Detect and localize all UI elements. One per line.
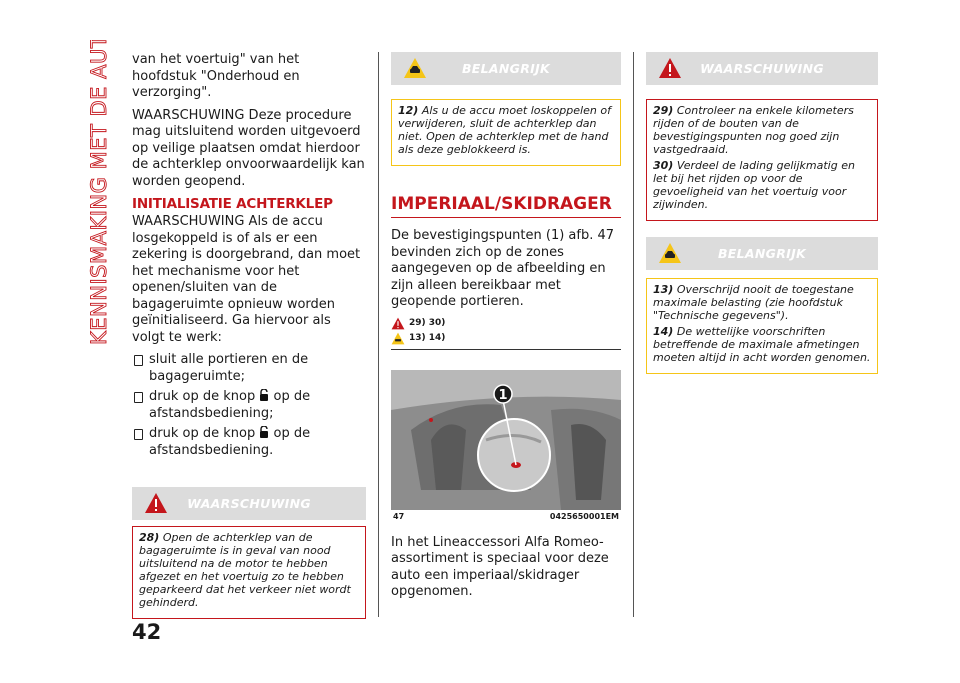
list-item-text: druk op de knop <box>149 389 256 404</box>
note-text: Overschrijd nooit de toegestane maximale belasting (zie hoofdstuk "Technische gegevens"). <box>653 283 854 322</box>
column-divider <box>378 52 379 617</box>
note-text: Als u de accu moet loskoppelen of verwijderen, sluit de achterklep dan niet. Open de achterklep met de hand als deze geblokkeerd is. <box>398 104 611 156</box>
accessory-paragraph: In het Lineaccessori Alfa Romeo-assortiment is speciaal voor deze auto een imperiaal/skidrager opgenomen. <box>391 534 609 599</box>
note-item <box>653 283 871 322</box>
warning-refs-text: 29) 30) <box>409 318 446 328</box>
note-number: 12) <box>398 104 419 117</box>
list-item-text-tail: op de afstandsbediening; <box>149 389 311 421</box>
note-item <box>398 104 614 156</box>
column-1 <box>132 52 366 619</box>
checkbox-bullet-icon <box>134 392 143 403</box>
warning-banner-title: WAARSCHUWING <box>187 496 311 511</box>
figure-code: 0425650001EM <box>549 511 619 521</box>
warning-refs <box>391 317 621 330</box>
warning-banner-title: WAARSCHUWING <box>700 61 824 76</box>
subheading-init: INITIALISATIE ACHTERKLEP <box>132 196 333 212</box>
note-item <box>653 159 871 211</box>
side-title-text: KENNISMAKING MET DE AUTO <box>87 40 111 345</box>
figure-car-roof-photo <box>391 370 621 510</box>
list-item-text: druk op de knop <box>149 426 256 441</box>
note-number: 14) <box>653 325 674 338</box>
figure-number: 47 <box>393 511 405 521</box>
section-heading: IMPERIAAL/SKIDRAGER <box>391 194 621 218</box>
note-text: Verdeel de lading gelijkmatig en let bij het rijden op voor de gevoeligheid van het voertuig voor zijwinden. <box>653 159 855 211</box>
note-number: 13) <box>653 283 674 296</box>
car-important-icon <box>391 332 405 345</box>
init-paragraph: WAARSCHUWING Als de accu losgekoppeld is of als er een zekering is doorgebrand, dan moet het mechanisme voor het openen/sluiten van de bagageruimte opnieuw worden geïnitialiseerd. Ga hiervoor als volgt te werk: <box>132 214 361 345</box>
section-paragraph: De bevestigingspunten (1) afb. 47 bevinden zich op de zones aangegeven op de afbeelding en zijn alleen bereikbaar met geopende portieren. <box>391 228 615 309</box>
intro-paragraph: van het voertuig" van het hoofdstuk "Onderhoud en verzorging". <box>132 52 300 100</box>
note-text: Controleer na enkele kilometers rijden of de bouten van de bevestigingspunten nog goed zijn vastgedraaid. <box>653 104 854 156</box>
column-2 <box>391 52 621 607</box>
figure-top-rule <box>391 349 621 350</box>
figure-caption <box>391 512 621 521</box>
checkbox-bullet-icon <box>134 429 143 440</box>
warning-banner <box>132 487 366 520</box>
column-3 <box>646 52 878 374</box>
note-item <box>139 531 359 609</box>
key-unlock-icon <box>259 426 269 438</box>
figure-illustration <box>391 370 621 510</box>
important-refs <box>391 332 621 345</box>
important-banner-title: BELANGRIJK <box>717 246 807 261</box>
page-number: 42 <box>132 620 162 644</box>
important-banner <box>391 52 621 85</box>
note-text: De wettelijke voorschriften betreffende de maximale afmetingen moeten altijd in acht worden genomen. <box>653 325 871 364</box>
important-refs-text: 13) 14) <box>409 333 446 343</box>
list-item-text: sluit alle portieren en de bagageruimte; <box>149 352 309 384</box>
important-note-box <box>646 278 878 374</box>
figure-callout-number: 1 <box>498 387 508 403</box>
important-note-box <box>391 99 621 166</box>
key-unlock-icon <box>259 389 269 401</box>
warning-note-box <box>132 526 366 619</box>
warning-banner <box>646 52 878 85</box>
list-item <box>132 389 366 422</box>
list-item-text-tail: op de afstandsbediening. <box>149 426 311 458</box>
note-number: 29) <box>653 104 674 117</box>
checkbox-bullet-icon <box>134 355 143 366</box>
note-text: Open de achterklep van de bagageruimte is in geval van nood uitsluitend na de motor te hebben afgezet en het voertuig zo te hebben geparkeerd dat het verkeer niet wordt gehinderd. <box>139 531 351 609</box>
note-item <box>653 325 871 364</box>
note-number: 30) <box>653 159 674 172</box>
note-number: 28) <box>139 531 160 544</box>
important-banner <box>646 237 878 270</box>
warning-note-box <box>646 99 878 221</box>
note-item <box>653 104 871 156</box>
list-item <box>132 352 366 385</box>
list-item <box>132 426 366 459</box>
warning-paragraph: WAARSCHUWING Deze procedure mag uitsluitend worden uitgevoerd op veilige plaatsen omdat hierdoor de achterklep onvoorwaardelijk kan worden geopend. <box>132 107 365 189</box>
warning-triangle-icon <box>391 317 405 330</box>
side-chapter-title <box>84 40 114 345</box>
important-banner-title: BELANGRIJK <box>461 61 551 76</box>
column-divider <box>633 52 634 617</box>
